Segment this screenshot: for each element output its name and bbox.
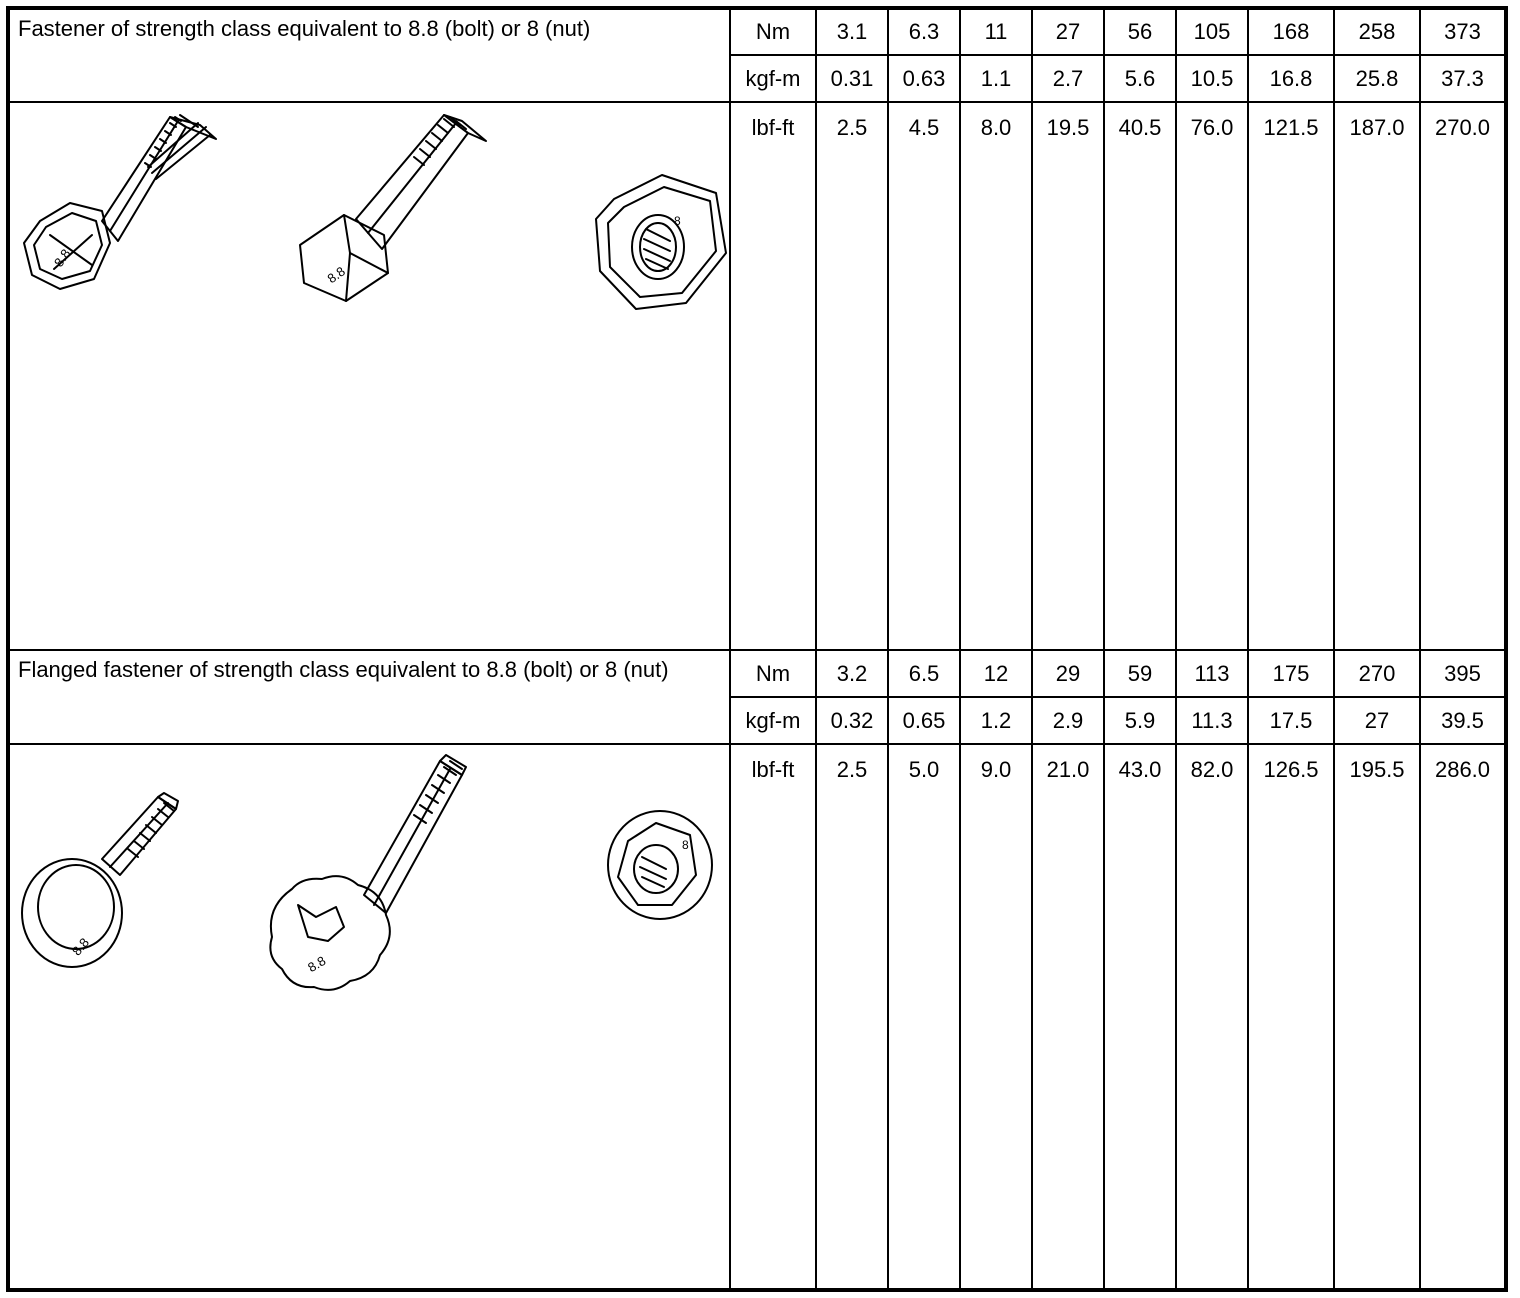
hex-bolt-icon [300, 115, 486, 301]
hex-nut-icon [596, 175, 726, 309]
value-cell: 4.5 [888, 102, 960, 650]
section-description: Fastener of strength class equivalent to 8.8 (bolt) or 8 (nut) [8, 8, 730, 102]
grade-marking: 8.8 [305, 953, 329, 976]
value-cell: 21.0 [1032, 744, 1104, 1290]
value-cell: 6.3 [888, 8, 960, 55]
value-cell: 29 [1032, 650, 1104, 697]
value-cell: 1.1 [960, 55, 1032, 102]
flanged-bolt-and-nut-illustration [10, 745, 730, 1290]
value-cell: 395 [1420, 650, 1506, 697]
value-cell: 27 [1032, 8, 1104, 55]
grade-marking: 8.8 [50, 246, 74, 270]
flanged-bolt-icon [270, 755, 466, 990]
value-cell: 2.5 [816, 102, 888, 650]
value-cell: 0.63 [888, 55, 960, 102]
table-row [8, 8, 1506, 55]
value-cell: 43.0 [1104, 744, 1176, 1290]
value-cell: 270 [1334, 650, 1420, 697]
flanged-nut-icon [608, 811, 712, 919]
grade-marking: 8.8 [68, 934, 93, 959]
section-description: Flanged fastener of strength class equivalent to 8.8 (bolt) or 8 (nut) [8, 650, 730, 744]
value-cell: 2.9 [1032, 697, 1104, 744]
value-cell: 187.0 [1334, 102, 1420, 650]
value-cell: 0.65 [888, 697, 960, 744]
value-cell: 19.5 [1032, 102, 1104, 650]
value-cell: 1.2 [960, 697, 1032, 744]
value-cell: 11.3 [1176, 697, 1248, 744]
value-cell: 0.32 [816, 697, 888, 744]
value-cell: 11 [960, 8, 1032, 55]
fastener-illustration-cell [8, 744, 730, 1290]
value-cell: 8.0 [960, 102, 1032, 650]
hex-bolt-icon [24, 115, 216, 289]
value-cell: 168 [1248, 8, 1334, 55]
unit-cell: Nm [730, 8, 816, 55]
grade-marking: 8.8 [324, 263, 348, 287]
value-cell: 113 [1176, 650, 1248, 697]
value-cell: 3.1 [816, 8, 888, 55]
value-cell: 9.0 [960, 744, 1032, 1290]
flanged-bolt-icon [22, 793, 178, 967]
value-cell: 12 [960, 650, 1032, 697]
torque-table [6, 6, 1508, 1292]
value-cell: 82.0 [1176, 744, 1248, 1290]
value-cell: 59 [1104, 650, 1176, 697]
value-cell: 40.5 [1104, 102, 1176, 650]
unit-cell: kgf-m [730, 697, 816, 744]
value-cell: 2.7 [1032, 55, 1104, 102]
value-cell: 5.0 [888, 744, 960, 1290]
unit-cell: Nm [730, 650, 816, 697]
value-cell: 0.31 [816, 55, 888, 102]
value-cell: 3.2 [816, 650, 888, 697]
value-cell: 10.5 [1176, 55, 1248, 102]
value-cell: 39.5 [1420, 697, 1506, 744]
table-row [8, 650, 1506, 697]
unit-cell: kgf-m [730, 55, 816, 102]
hex-bolt-and-nut-illustration [10, 103, 730, 650]
value-cell: 105 [1176, 8, 1248, 55]
value-cell: 27 [1334, 697, 1420, 744]
value-cell: 121.5 [1248, 102, 1334, 650]
value-cell: 25.8 [1334, 55, 1420, 102]
value-cell: 175 [1248, 650, 1334, 697]
value-cell: 286.0 [1420, 744, 1506, 1290]
value-cell: 56 [1104, 8, 1176, 55]
value-cell: 195.5 [1334, 744, 1420, 1290]
value-cell: 6.5 [888, 650, 960, 697]
value-cell: 37.3 [1420, 55, 1506, 102]
value-cell: 126.5 [1248, 744, 1334, 1290]
value-cell: 16.8 [1248, 55, 1334, 102]
value-cell: 2.5 [816, 744, 888, 1290]
value-cell: 258 [1334, 8, 1420, 55]
value-cell: 270.0 [1420, 102, 1506, 650]
value-cell: 5.6 [1104, 55, 1176, 102]
table-row [8, 744, 1506, 1290]
unit-cell: lbf-ft [730, 102, 816, 650]
fastener-illustration-cell [8, 102, 730, 650]
grade-marking: 8 [674, 214, 681, 228]
table-row [8, 102, 1506, 650]
unit-cell: lbf-ft [730, 744, 816, 1290]
value-cell: 373 [1420, 8, 1506, 55]
value-cell: 5.9 [1104, 697, 1176, 744]
value-cell: 17.5 [1248, 697, 1334, 744]
value-cell: 76.0 [1176, 102, 1248, 650]
grade-marking: 8 [682, 838, 689, 852]
